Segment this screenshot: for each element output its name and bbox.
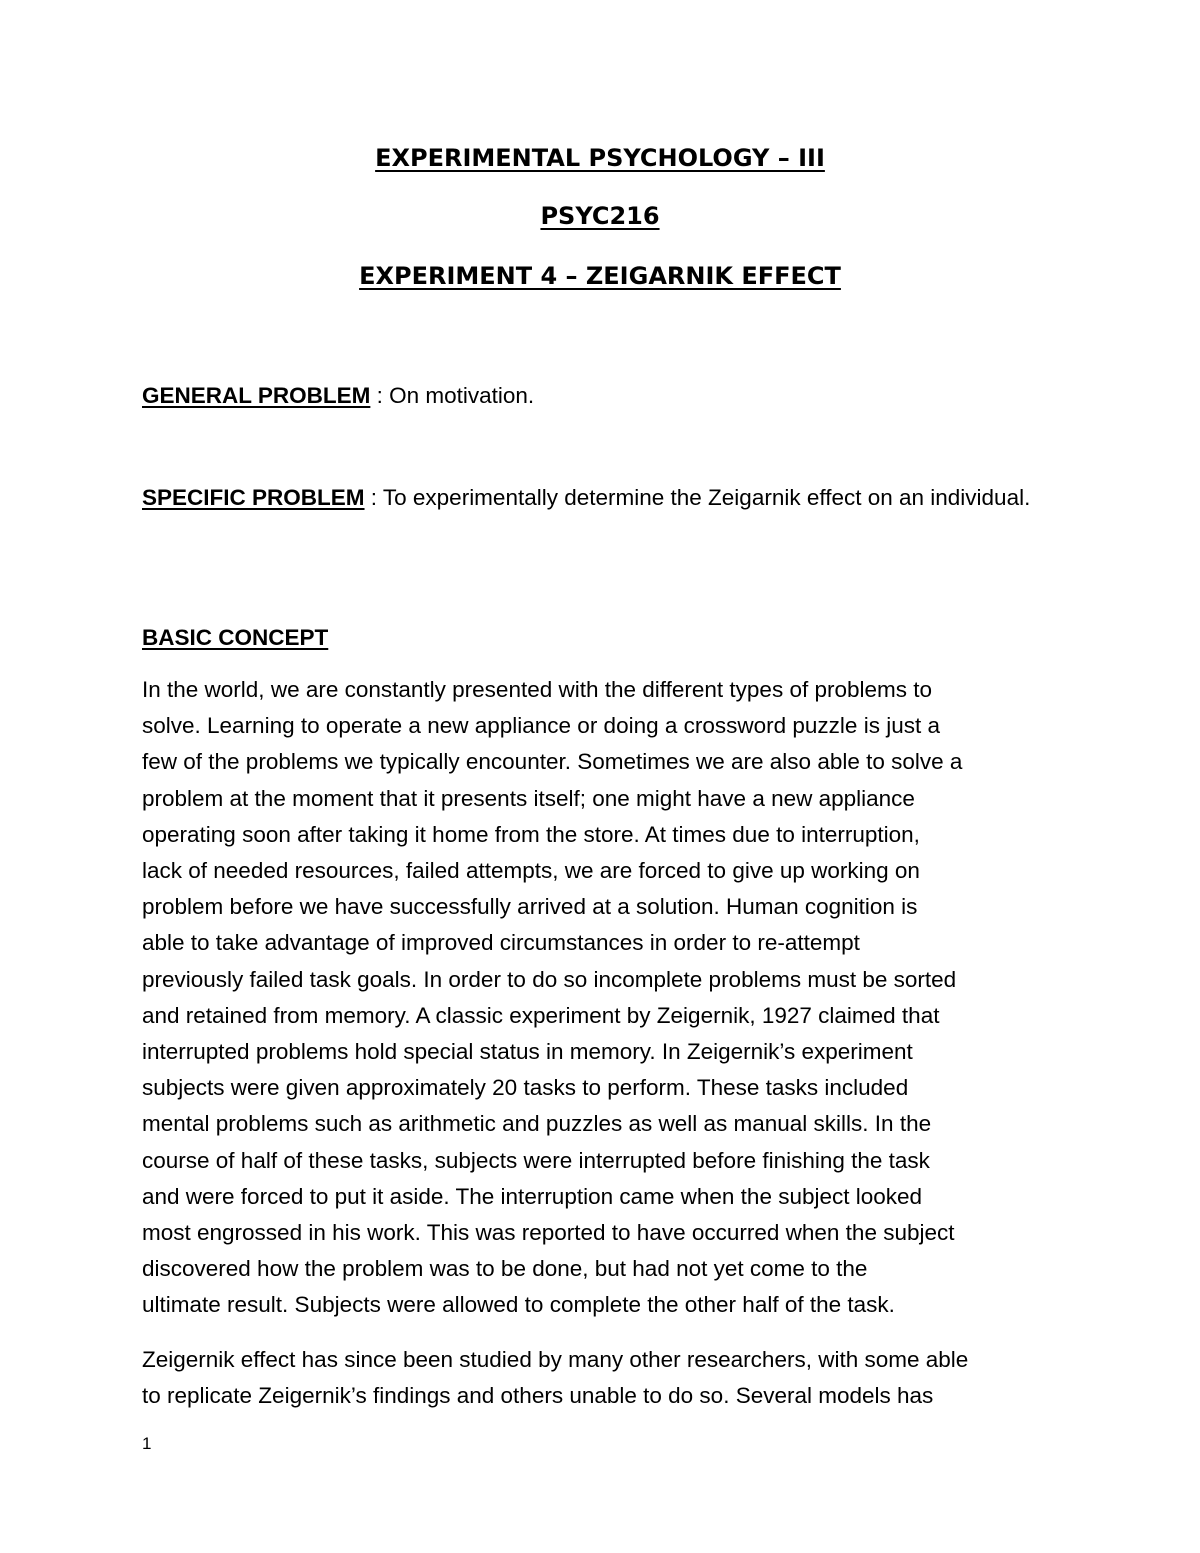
basic-concept-heading bbox=[142, 620, 1072, 656]
basic-concept-paragraph-2: Zeigernik effect has since been studied by many other researchers, with some able to replicate Zeigernik’s findings and others unable to do so. Several models has bbox=[142, 1347, 969, 1409]
general-problem-separator: : bbox=[370, 383, 390, 408]
basic-concept-paragraph-1: In the world, we are constantly presented with the different types of problems to solve. Learning to operate a new appliance or doing a crossword puzzle is just a few of the problems we typically encounter. Sometimes we are also able to solve a problem at the moment that it presents itself; one might have a new appliance operating soon after taking it home from the store. At times due to interruption, lack of needed resources, failed attempts, we are forced to give up working on problem before we have successfully arrived at a solution. Human cognition is able to take advantage of improved circumstances in order to re-attempt previously failed task goals. In order to do so incomplete problems must be sorted and retained from memory. A classic experiment by Zeigernik, 1927 claimed that interrupted problems hold special status in memory. In Zeigernik’s experiment subjects were given approximately 20 tasks to perform. These tasks included mental problems such as arithmetic and puzzles as well as manual skills. In the course of half of these tasks, subjects were interrupted before finishing the task and were forced to put it aside. The interruption came when the subject looked most engrossed in his work. This was reported to have occurred when the subject discovered how the problem was to be done, but had not yet come to the ultimate result. Subjects were allowed to complete the other half of the task. bbox=[142, 677, 963, 1318]
specific-problem-separator: : bbox=[364, 485, 383, 510]
experiment-title: EXPERIMENT 4 – ZEIGARNIK EFFECT bbox=[359, 262, 841, 290]
page-number: 1 bbox=[142, 1434, 152, 1453]
general-problem-text: On motivation. bbox=[389, 383, 535, 408]
general-problem-label: GENERAL PROBLEM bbox=[142, 383, 371, 408]
course-title: EXPERIMENTAL PSYCHOLOGY – III bbox=[375, 144, 825, 172]
course-code: PSYC216 bbox=[540, 202, 660, 230]
general-problem bbox=[142, 378, 1072, 414]
basic-concept-label: BASIC CONCEPT bbox=[142, 625, 329, 650]
specific-problem bbox=[142, 480, 1072, 516]
specific-problem-label: SPECIFIC PROBLEM bbox=[142, 485, 365, 510]
specific-problem-text: To experimentally determine the Zeigarnik effect on an individual. bbox=[382, 485, 1031, 510]
